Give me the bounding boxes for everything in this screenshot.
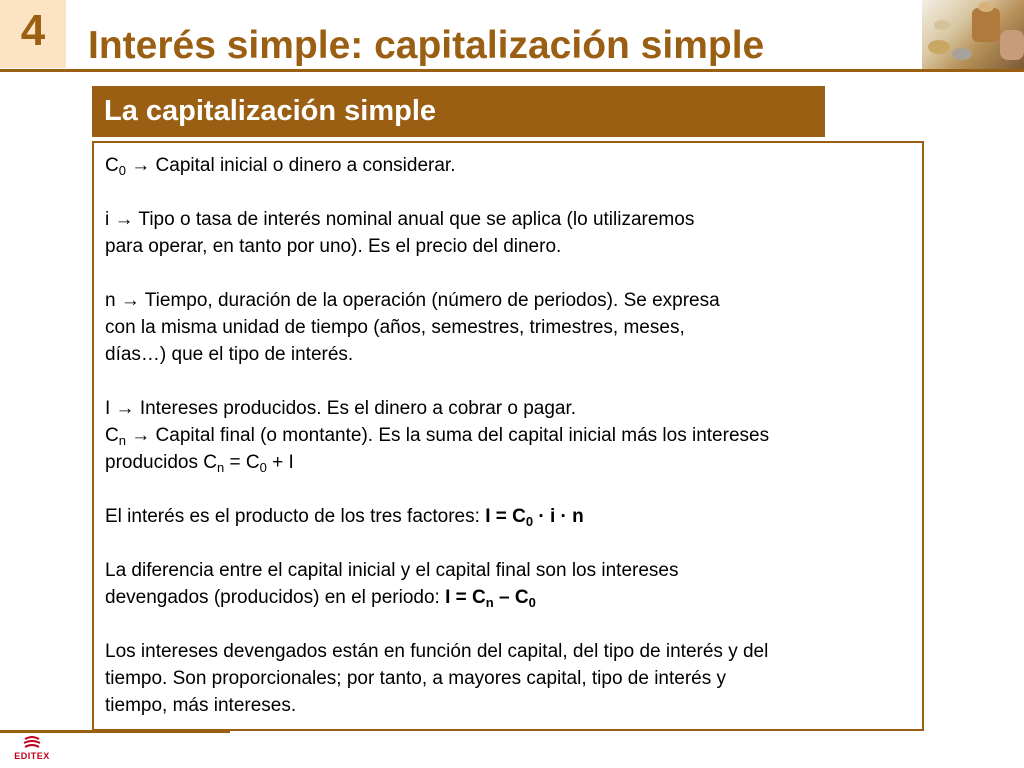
difference-formula: $I = C_n - C_0$ (445, 587, 536, 610)
product-formula-statement: El interés es el producto de los tres factores: $I = C_0 \cdot i \cdot n$ (105, 506, 584, 529)
chapter-number: 4 (20, 6, 46, 55)
editex-logo (6, 736, 58, 766)
editex-logo-text: EDITEX (14, 751, 50, 761)
slide-title: Interés simple: capitalización simple (88, 24, 765, 67)
proportional-statement: Los intereses devengados están en función del capital, del tipo de interés y del tiempo. Son proporcionales; por tanto, a mayores capital, tipo de interés y tiempo, más intereses. (105, 641, 769, 716)
editex-logo-icon (22, 736, 42, 750)
interest-definition: I → Intereses producidos. Es el dinero a cobrar o pagar. (105, 398, 577, 419)
section-header: La capitalización simple (92, 86, 825, 137)
i-definition: i → Tipo o tasa de interés nominal anual que se aplica (lo utilizaremos para operar, en tanto por uno). Es el precio del dinero. (105, 209, 695, 257)
chapter-number-badge (0, 0, 66, 68)
header-divider (0, 69, 1024, 72)
c0-definition: $C_0$ → Capital inicial o dinero a considerar. (105, 155, 456, 178)
interest-formula: $I = C_0 \cdot i \cdot n$ (485, 506, 584, 529)
content-box (92, 141, 924, 731)
footer-divider (0, 730, 230, 733)
difference-statement: La diferencia entre el capital inicial y el capital final son los intereses devengados (producidos) en el periodo: $I = C_n - C_0$ (105, 560, 679, 610)
n-definition: n → Tiempo, duración de la operación (número de periodos). Se expresa con la misma unidad de tiempo (años, semestres, trimestres, meses, días…) que el tipo de interés. (105, 290, 720, 365)
coins-photo (922, 0, 1024, 69)
cn-definition: $C_n$ → Capital final (o montante). Es la suma del capital inicial más los intereses producidos $C_n = C_0 + I$ (105, 425, 770, 475)
